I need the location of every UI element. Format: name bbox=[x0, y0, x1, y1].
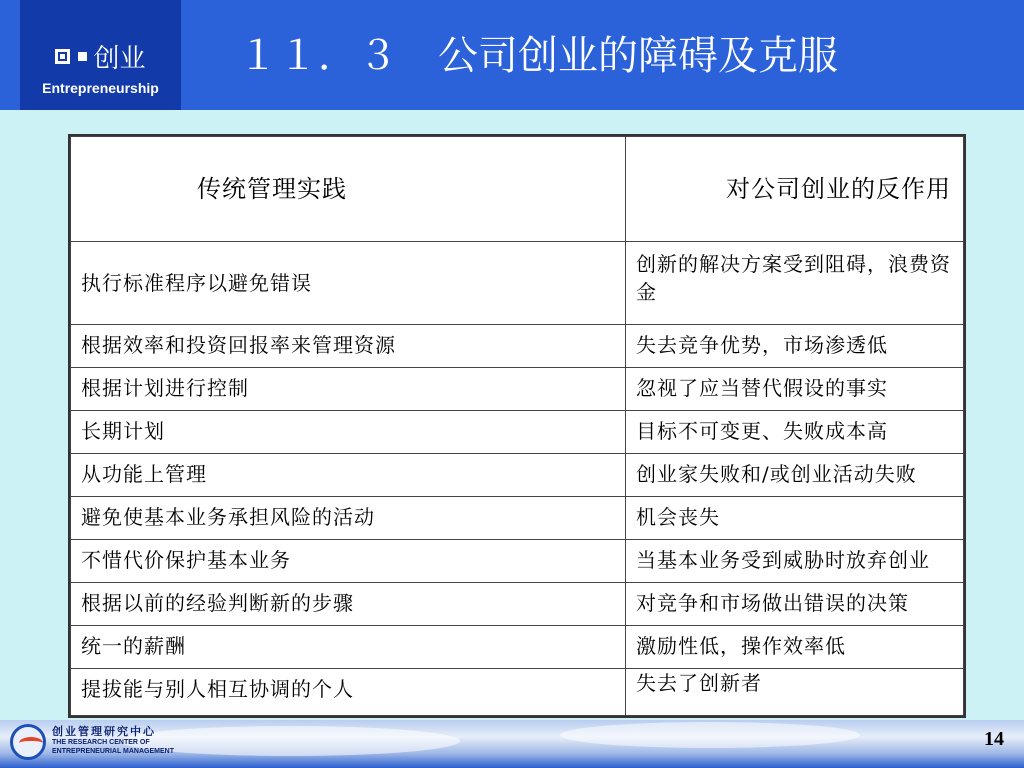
table-row bbox=[71, 368, 964, 411]
table-row bbox=[71, 242, 964, 325]
practice-cell: 根据计划进行控制 bbox=[71, 368, 626, 411]
table-row bbox=[71, 540, 964, 583]
practice-cell: 长期计划 bbox=[71, 411, 626, 454]
research-center-logo-icon bbox=[10, 724, 46, 760]
square-bullet-icon bbox=[55, 49, 70, 64]
effect-cell: 创新的解决方案受到阻碍，浪费资金 bbox=[626, 242, 964, 325]
effect-cell: 创业家失败和/或创业活动失败 bbox=[626, 454, 964, 497]
header-effect: 对公司创业的反作用 bbox=[626, 137, 964, 242]
slide-header bbox=[0, 0, 1024, 110]
practice-cell: 从功能上管理 bbox=[71, 454, 626, 497]
table-row bbox=[71, 626, 964, 669]
effect-cell: 对竞争和市场做出错误的决策 bbox=[626, 583, 964, 626]
effect-cell: 当基本业务受到威胁时放弃创业 bbox=[626, 540, 964, 583]
header-practice: 传统管理实践 bbox=[71, 137, 626, 242]
cloud-decoration bbox=[560, 722, 860, 748]
logo-chinese-text: 创业管理研究中心 bbox=[52, 725, 156, 738]
effect-cell: 失去了创新者 bbox=[626, 669, 964, 716]
table-row bbox=[71, 325, 964, 368]
table-row bbox=[71, 583, 964, 626]
effect-cell: 目标不可变更、失败成本高 bbox=[626, 411, 964, 454]
logo-swoosh-icon bbox=[19, 737, 43, 749]
brand-block bbox=[20, 0, 181, 110]
practice-cell: 统一的薪酬 bbox=[71, 626, 626, 669]
logo-english-text-1: THE RESEARCH CENTER OF bbox=[52, 739, 150, 746]
table-grid bbox=[70, 136, 964, 716]
effect-cell: 机会丧失 bbox=[626, 497, 964, 540]
table-row bbox=[71, 454, 964, 497]
practice-cell: 不惜代价保护基本业务 bbox=[71, 540, 626, 583]
slide-title: １１．３ 公司创业的障碍及克服 bbox=[238, 33, 838, 79]
slide-footer bbox=[0, 720, 1024, 768]
brand-english-label: Entrepreneurship bbox=[42, 80, 159, 96]
table-row bbox=[71, 497, 964, 540]
effect-cell: 激励性低，操作效率低 bbox=[626, 626, 964, 669]
brand-chinese-label: 创业 bbox=[93, 43, 146, 74]
practice-cell: 根据效率和投资回报率来管理资源 bbox=[71, 325, 626, 368]
practice-cell: 执行标准程序以避免错误 bbox=[71, 242, 626, 325]
practice-cell: 避免使基本业务承担风险的活动 bbox=[71, 497, 626, 540]
brand-row bbox=[20, 38, 181, 74]
logo-english-text-2: ENTREPRENEURIAL MANAGEMENT bbox=[52, 748, 174, 755]
page-number: 14 bbox=[984, 728, 1004, 750]
small-square-icon bbox=[78, 52, 87, 61]
practice-cell: 根据以前的经验判断新的步骤 bbox=[71, 583, 626, 626]
comparison-table bbox=[68, 134, 966, 718]
table-row bbox=[71, 411, 964, 454]
practice-cell: 提拔能与别人相互协调的个人 bbox=[71, 669, 626, 716]
table-row bbox=[71, 669, 964, 716]
effect-cell: 失去竞争优势，市场渗透低 bbox=[626, 325, 964, 368]
effect-cell: 忽视了应当替代假设的事实 bbox=[626, 368, 964, 411]
table-header-row bbox=[71, 137, 964, 242]
